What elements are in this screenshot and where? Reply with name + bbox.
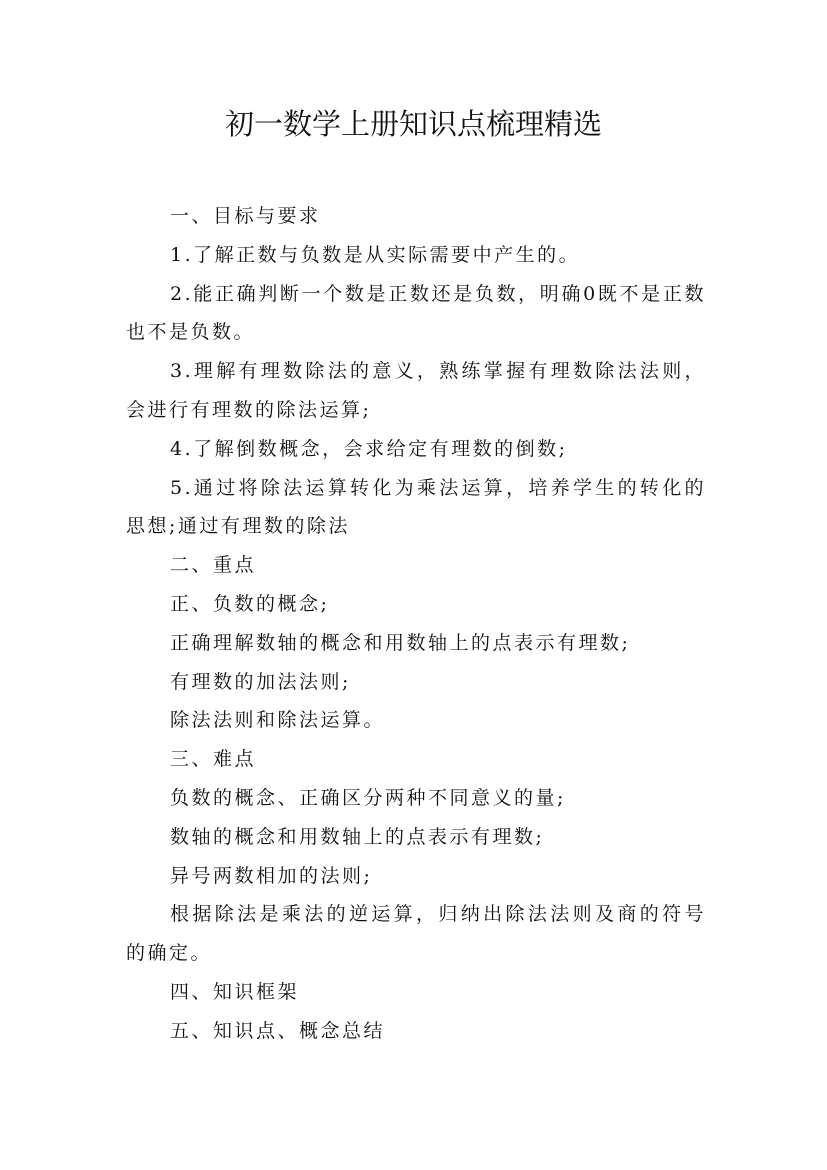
paragraph: 正确理解数轴的概念和用数轴上的点表示有理数; bbox=[170, 631, 631, 654]
paragraph: 负数的概念、正确区分两种不同意义的量; bbox=[170, 786, 566, 809]
paragraph: 2.能正确判断一个数是正数还是负数，明确0既不是正数也不是负数。 bbox=[126, 282, 706, 344]
paragraph: 数轴的概念和用数轴上的点表示有理数; bbox=[170, 825, 545, 848]
paragraph: 5.通过将除法运算转化为乘法运算，培养学生的转化的思想;通过有理数的除法 bbox=[126, 476, 706, 538]
section-heading-goals: 一、目标与要求 bbox=[170, 205, 321, 227]
paragraph: 正、负数的概念; bbox=[170, 592, 330, 615]
section-heading-difficulties: 三、难点 bbox=[170, 748, 257, 771]
paragraph: 4.了解倒数概念，会求给定有理数的倒数; bbox=[170, 437, 568, 460]
document-body bbox=[126, 197, 706, 1051]
section-heading-summary: 五、知识点、概念总结 bbox=[170, 1019, 386, 1042]
section-heading-framework: 四、知识框架 bbox=[170, 980, 300, 1003]
document-title: 初一数学上册知识点梳理精选 bbox=[224, 107, 602, 141]
paragraph: 3.理解有理数除法的意义，熟练掌握有理数除法法则，会进行有理数的除法运算; bbox=[126, 360, 706, 421]
paragraph: 有理数的加法法则; bbox=[170, 670, 351, 693]
paragraph: 异号两数相加的法则; bbox=[170, 864, 373, 887]
paragraph: 根据除法是乘法的逆运算，归纳出除法法则及商的符号的确定。 bbox=[126, 903, 706, 965]
section-heading-key-points: 二、重点 bbox=[170, 554, 257, 577]
paragraph: 除法法则和除法运算。 bbox=[170, 709, 386, 732]
paragraph: 1.了解正数与负数是从实际需要中产生的。 bbox=[170, 243, 581, 266]
